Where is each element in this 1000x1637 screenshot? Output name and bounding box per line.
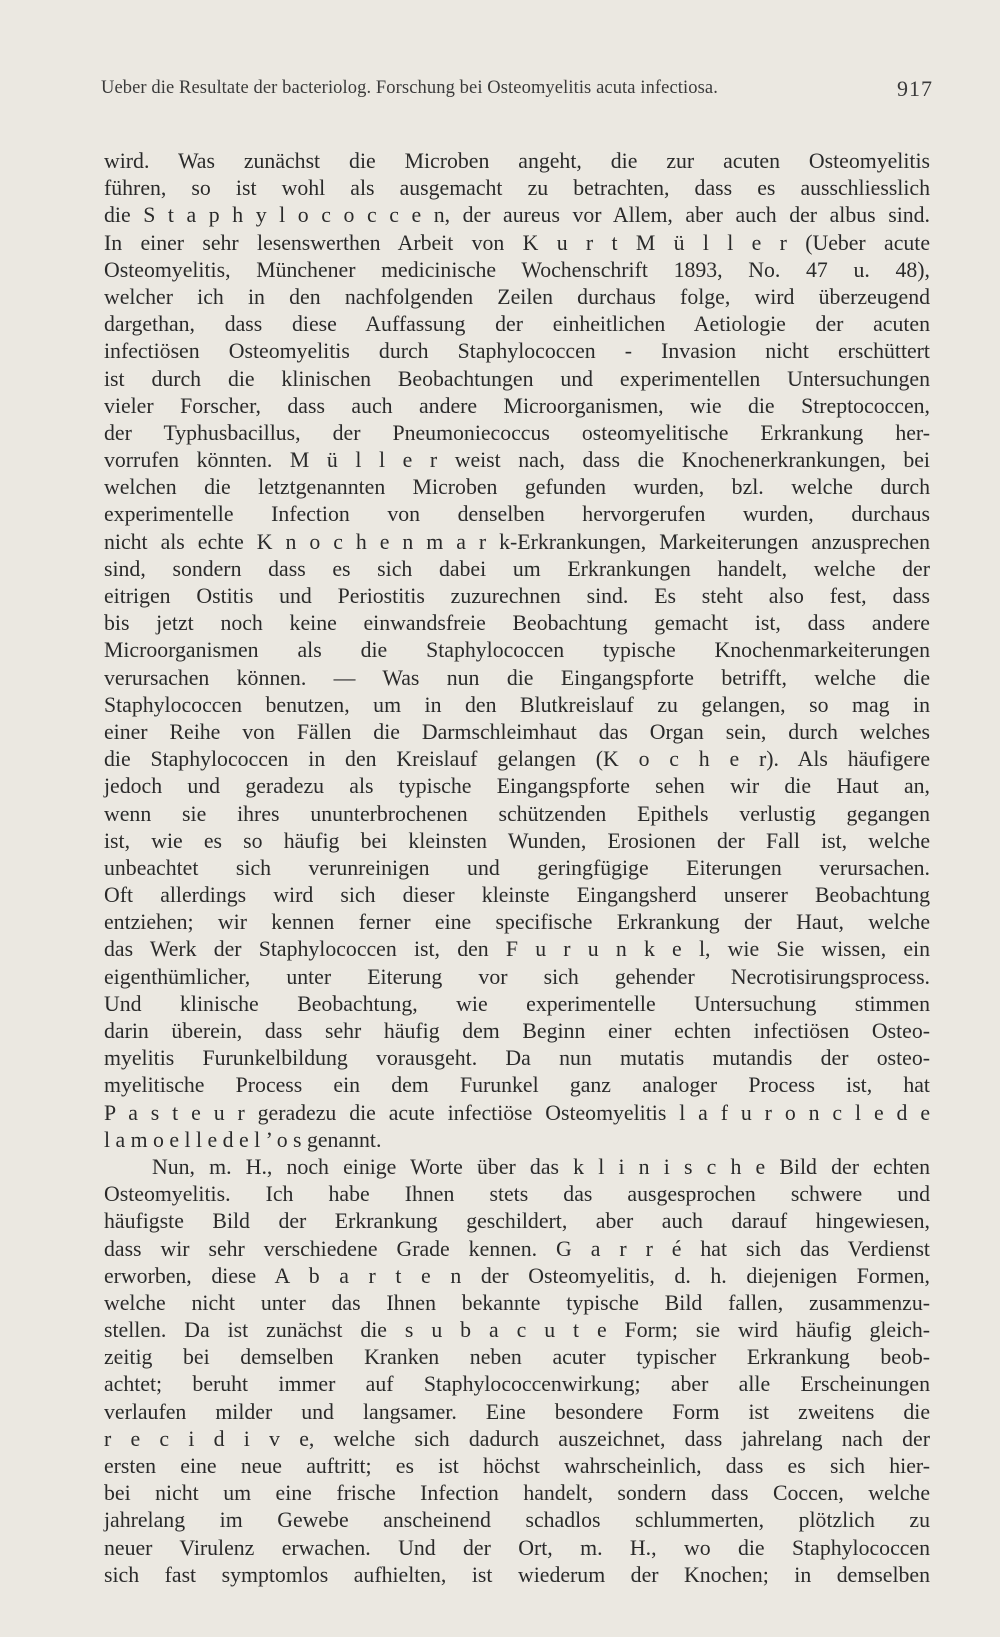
text-line: welche nicht unter das Ihnen bekannte typische Bild fallen, zusammenzu- — [104, 1290, 930, 1315]
text-line: eigenthümlicher, unter Eiterung vor sich gehender Necrotisirungsprocess. — [104, 964, 930, 989]
text-line: r e c i d i v e, welche sich dadurch auszeichnet, dass jahrelang nach der — [104, 1426, 930, 1451]
text-line: dass wir sehr verschiedene Grade kennen. G a r r é hat sich das Verdienst — [104, 1236, 930, 1261]
body-text — [104, 148, 930, 1616]
text-line: sind, sondern dass es sich dabei um Erkrankungen handelt, welche der — [104, 556, 930, 581]
text-line: myelitische Process ein dem Furunkel ganz analoger Process ist, hat — [104, 1073, 930, 1098]
text-line: myelitis Furunkelbildung vorausgeht. Da nun mutatis mutandis der osteo- — [104, 1046, 930, 1071]
text-line: ersten eine neue auftritt; es ist höchst wahrscheinlich, dass es sich hier- — [104, 1454, 930, 1478]
running-header — [101, 78, 933, 99]
text-line: verlaufen milder und langsamer. Eine besondere Form ist zweitens die — [104, 1399, 930, 1424]
text-line: Microorganismen als die Staphylococcen typische Knochenmarkeiterungen — [104, 638, 930, 663]
text-line: entziehen; wir kennen ferner eine specifische Erkrankung der Haut, welche — [104, 910, 930, 935]
text-line: bei nicht um eine frische Infection handelt, sondern dass Coccen, welche — [104, 1481, 930, 1506]
text-line: neuer Virulenz erwachen. Und der Ort, m. H., wo die Staphylococcen — [104, 1535, 930, 1560]
text-line: ist durch die klinischen Beobachtungen und experimentellen Untersuchungen — [104, 366, 930, 391]
text-line: eitrigen Ostitis und Periostitis zuzurechnen sind. Es steht also fest, dass — [104, 584, 930, 608]
text-line: Staphylococcen benutzen, um in den Blutkreislauf zu gelangen, so mag in — [104, 692, 930, 717]
text-line: infectiösen Osteomyelitis durch Staphylococcen - Invasion nicht erschüttert — [104, 339, 930, 364]
text-line: vieler Forscher, dass auch andere Microorganismen, wie die Streptococcen, — [104, 393, 930, 418]
text-line: Oft allerdings wird sich dieser kleinste Eingangsherd unserer Beobachtung — [104, 883, 930, 908]
text-line: Osteomyelitis. Ich habe Ihnen stets das ausgesprochen schwere und — [104, 1182, 930, 1207]
text-line: Nun, m. H., noch einige Worte über das k l i n i s c h e Bild der echten — [152, 1154, 930, 1179]
text-line: welcher ich in den nachfolgenden Zeilen durchaus folge, wird überzeugend — [104, 284, 930, 309]
text-line: jahrelang im Gewebe anscheinend schadlos schlummerten, plötzlich zu — [104, 1508, 930, 1533]
text-line: dargethan, dass diese Auffassung der einheitlichen Aetiologie der acuten — [104, 312, 930, 337]
text-line: In einer sehr lesenswerthen Arbeit von K u r t M ü l l e r (Ueber acute — [104, 230, 930, 255]
text-line: sich fast symptomlos aufhielten, ist wiederum der Knochen; in demselben — [104, 1562, 930, 1587]
text-line: die Staphylococcen in den Kreislauf gelangen (K o c h e r). Als häufigere — [104, 747, 930, 772]
text-line: unbeachtet sich verunreinigen und geringfügige Eiterungen verursachen. — [104, 855, 930, 880]
text-line: die S t a p h y l o c o c c e n, der aureus vor Allem, aber auch der albus sind. — [104, 203, 930, 228]
text-line: wird. Was zunächst die Microben angeht, die zur acuten Osteomyelitis — [104, 149, 930, 173]
text-line: Und klinische Beobachtung, wie experimentelle Untersuchung stimmen — [104, 991, 930, 1016]
page-number: 917 — [897, 76, 933, 101]
text-line: jedoch und geradezu als typische Eingangspforte sehen wir die Haut an, — [104, 774, 930, 799]
text-line: l a m o e l l e d e l ’ o s genannt. — [104, 1127, 382, 1152]
running-title: Ueber die Resultate der bacteriolog. Forschung bei Osteomyelitis acuta infectiosa. — [101, 78, 718, 98]
text-line: darin überein, dass sehr häufig dem Beginn einer echten infectiösen Osteo- — [104, 1019, 930, 1043]
text-line: experimentelle Infection von denselben hervorgerufen wurden, durchaus — [104, 502, 930, 527]
text-line: zeitig bei demselben Kranken neben acuter typischer Erkrankung beob- — [104, 1345, 930, 1370]
text-line: stellen. Da ist zunächst die s u b a c u t e Form; sie wird häufig gleich- — [104, 1318, 930, 1343]
text-line — [104, 1589, 930, 1616]
text-line: welchen die letztgenannten Microben gefunden wurden, bzl. welche durch — [104, 475, 930, 500]
text-line: der Typhusbacillus, der Pneumoniecoccus osteomyelitische Erkrankung her- — [104, 420, 930, 445]
text-line: das Werk der Staphylococcen ist, den F u r u n k e l, wie Sie wissen, ein — [104, 937, 930, 962]
text-line: achtet; beruht immer auf Staphylococcenwirkung; aber alle Erscheinungen — [104, 1372, 930, 1397]
text-line: verursachen können. — Was nun die Eingangspforte betrifft, welche die — [104, 665, 930, 690]
text-line: wenn sie ihres ununterbrochenen schützenden Epithels verlustig gegangen — [104, 801, 930, 826]
text-line: häufigste Bild der Erkrankung geschildert, aber auch darauf hingewiesen, — [104, 1209, 930, 1234]
text-line: bis jetzt noch keine einwandsfreie Beobachtung gemacht ist, dass andere — [104, 611, 930, 636]
text-line: ist, wie es so häufig bei kleinsten Wunden, Erosionen der Fall ist, welche — [104, 828, 930, 853]
text-line: P a s t e u r geradezu die acute infectiöse Osteomyelitis l a f u r o n c l e d e — [104, 1100, 930, 1125]
text-line: vorrufen könnten. M ü l l e r weist nach, dass die Knochenerkrankungen, bei — [104, 448, 930, 473]
text-line: einer Reihe von Fällen die Darmschleimhaut das Organ sein, durch welches — [104, 719, 930, 744]
text-line: führen, so ist wohl als ausgemacht zu betrachten, dass es ausschliesslich — [104, 176, 930, 201]
text-line: nicht als echte K n o c h e n m a r k-Erkrankungen, Markeiterungen anzusprechen — [104, 529, 930, 554]
text-line: Osteomyelitis, Münchener medicinische Wochenschrift 1893, No. 47 u. 48), — [104, 257, 930, 282]
text-line: erworben, diese A b a r t e n der Osteomyelitis, d. h. diejenigen Formen, — [104, 1263, 930, 1288]
